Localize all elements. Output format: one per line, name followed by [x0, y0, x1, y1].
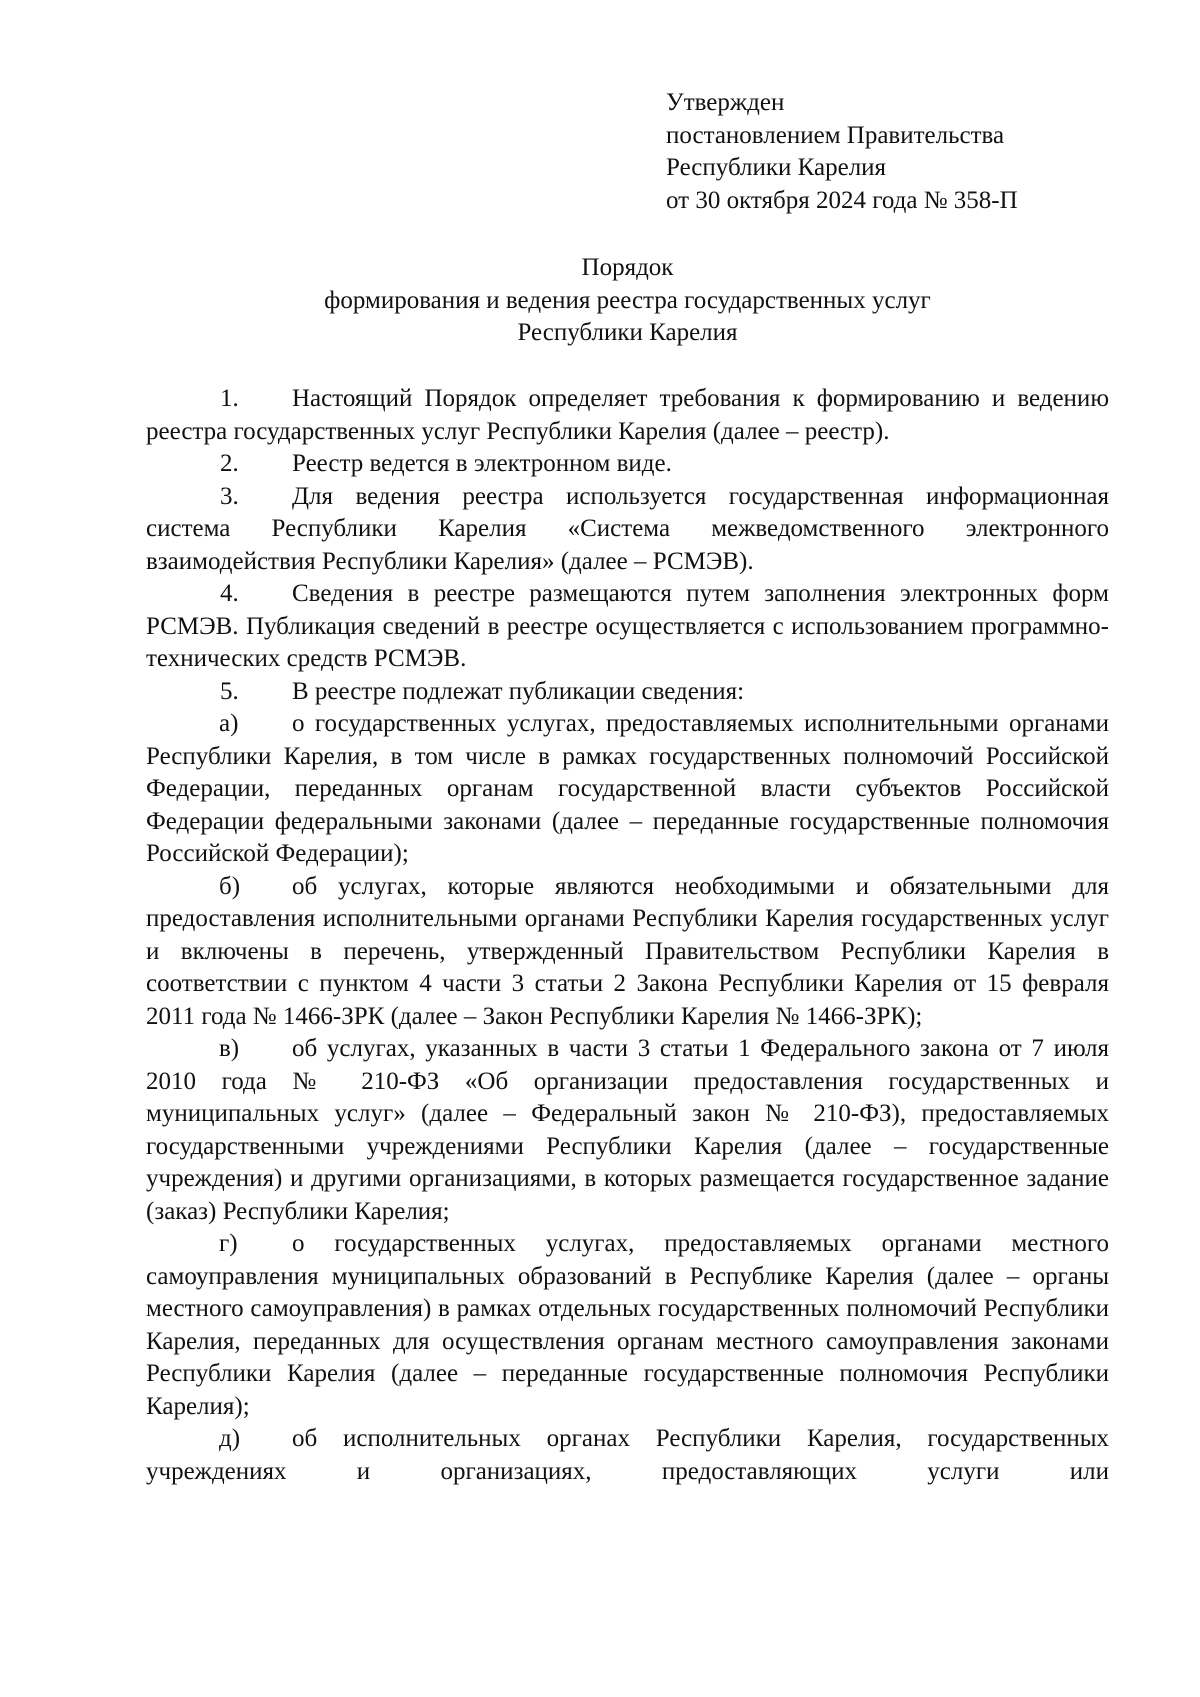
approval-line: постановлением Правительства — [666, 121, 1005, 149]
paragraph-5 — [146, 676, 1109, 709]
paragraph-number: 4. — [220, 580, 239, 607]
subparagraph-letter: д) — [219, 1425, 241, 1452]
approval-line: Утвержден — [666, 89, 785, 116]
paragraph-text: о государственных услугах, предоставляемых исполнительными органами Республики Карелия, в том числе в рамках государственных полномочий Российской Федерации, переданных органам государственной власти субъектов Российской Федерации федеральными законами (далее – переданные государственные полномочия Российской Федерации); — [146, 710, 1109, 867]
document-body — [146, 383, 1109, 1488]
subparagraph-letter: б) — [219, 872, 241, 900]
paragraph-number: 1. — [220, 385, 239, 412]
subparagraph-letter: а) — [219, 710, 239, 737]
paragraph-1 — [146, 383, 1109, 448]
subparagraph-d — [146, 1423, 1109, 1488]
title-line: Республики Карелия — [517, 319, 738, 346]
paragraph-text: Настоящий Порядок определяет требования к формированию и ведению реестра государственных услуг Республики Карелия (далее – реестр). — [146, 385, 1109, 445]
approval-date-line: от 30 октября 2024 года № 358-П — [666, 186, 1018, 214]
paragraph-text: Для ведения реестра используется государственная информационная система Республики Карелия «Система межведомственного электронного взаимодействия Республики Карелия» (далее – РСМЭВ). — [146, 482, 1109, 575]
paragraph-number: 2. — [220, 450, 239, 477]
subparagraph-g — [146, 1228, 1109, 1423]
title-line: Порядок — [581, 254, 674, 281]
paragraph-text: о государственных услугах, предоставляемых органами местного самоуправления муниципальных образований в Республике Карелия (далее – органы местного самоуправления) в рамках отдельных государственных полномочий Республики Карелия, переданных для осуществления органам местного самоуправления законами Республики Карелия (далее – переданные государственные полномочия Республики Карелия); — [146, 1230, 1109, 1420]
paragraph-number: 5. — [220, 677, 239, 705]
approval-line: Республики Карелия — [666, 154, 887, 181]
paragraph-3 — [146, 481, 1109, 579]
paragraph-4 — [146, 578, 1109, 676]
subparagraph-v — [146, 1033, 1109, 1228]
subparagraph-b — [146, 871, 1109, 1034]
subparagraph-a — [146, 708, 1109, 871]
paragraph-2 — [146, 448, 1109, 481]
title-line: формирования и ведения реестра государственных услуг — [324, 286, 931, 314]
subparagraph-letter: г) — [219, 1230, 238, 1257]
paragraph-text: Сведения в реестре размещаются путем заполнения электронных форм РСМЭВ. Публикация сведений в реестре осуществляется с использованием программно-технических средств РСМЭВ. — [146, 580, 1109, 672]
paragraph-text: об услугах, указанных в части 3 статьи 1 Федерального закона от 7 июля 2010 года № 210-ФЗ «Об организации предоставления государственных и муниципальных услуг» (далее – Федеральный закон № 210-ФЗ), предоставляемых государственными учреждениями Республики Карелия (далее – государственные учреждения) и другими организациями, в которых размещается государственное задание (заказ) Республики Карелия; — [146, 1035, 1109, 1225]
subparagraph-letter: в) — [219, 1035, 240, 1062]
paragraph-text: В реестре подлежат публикации сведения: — [292, 677, 745, 705]
approval-stamp — [666, 87, 1146, 217]
paragraph-text: об услугах, которые являются необходимыми и обязательными для предоставления исполнительными органами Республики Карелия государственных услуг и включены в перечень, утвержденный Правительством Республики Карелия в соответствии с пунктом 4 части 3 статьи 2 Закона Республики Карелия от 15 февраля 2011 года № 1466-ЗРК (далее – Закон Республики Карелия № 1466-ЗРК); — [146, 872, 1109, 1030]
paragraph-text: об исполнительных органах Республики Карелия, государственных учреждениях и организациях, предоставляющих услуги или — [146, 1425, 1109, 1485]
paragraph-number: 3. — [220, 482, 239, 510]
paragraph-text: Реестр ведется в электронном виде. — [292, 450, 672, 477]
document-title — [146, 252, 1109, 350]
